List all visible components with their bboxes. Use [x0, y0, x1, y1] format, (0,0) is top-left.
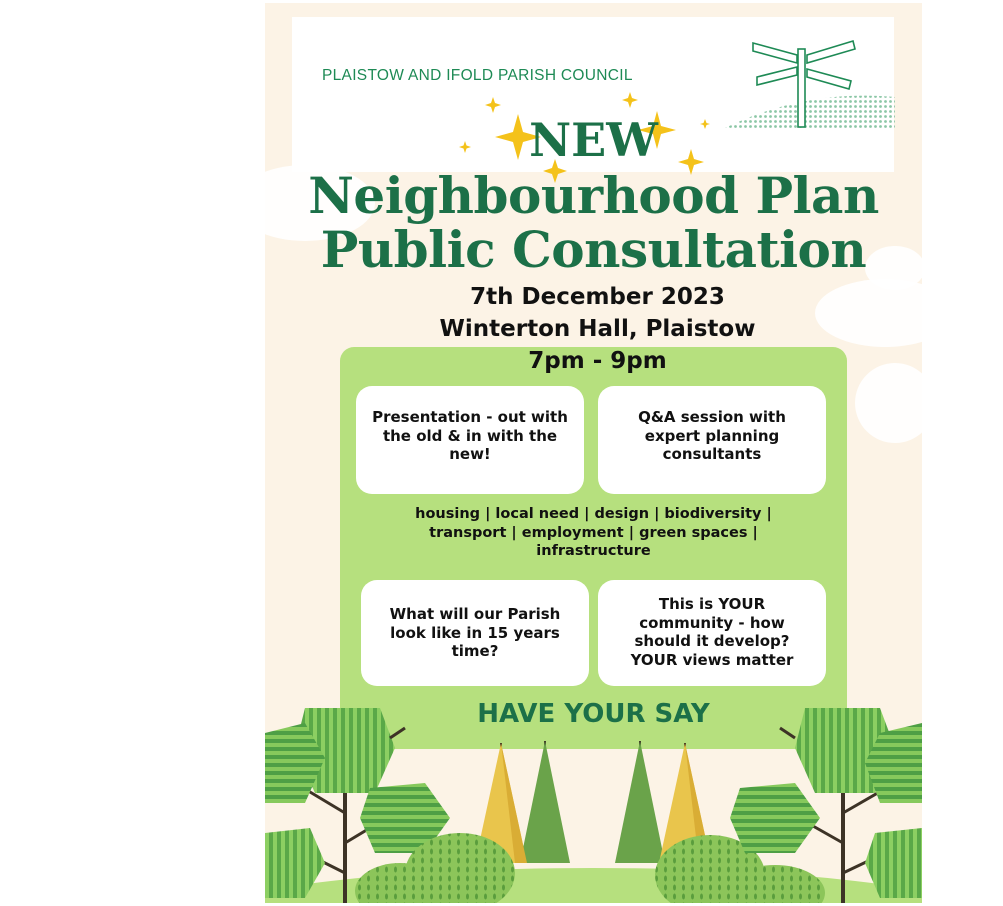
your-community-card: This is YOUR community - how should it develop? YOUR views matter [598, 580, 826, 686]
future-parish-card: What will our Parish look like in 15 years time? [361, 580, 589, 686]
headline-new: NEW [529, 113, 658, 167]
council-name: PLAISTOW AND IFOLD PARISH COUNCIL [322, 67, 633, 84]
event-time: 7pm - 9pm [528, 348, 667, 374]
event-date: 7th December 2023 [470, 284, 725, 310]
headline-neighbourhood-plan: Neighbourhood Plan [308, 166, 879, 225]
event-venue: Winterton Hall, Plaistow [439, 316, 756, 342]
have-your-say-heading: HAVE YOUR SAY [477, 699, 710, 729]
qa-session-card: Q&A session with expert planning consultants [598, 386, 826, 494]
presentation-card: Presentation - out with the old & in with the new! [356, 386, 584, 494]
headline-public-consultation: Public Consultation [320, 220, 867, 279]
topics-list: housing | local need | design | biodiversity | transport | employment | green spaces | infrastructure [415, 506, 772, 559]
poster [265, 3, 922, 903]
tree-illustration [265, 703, 922, 903]
